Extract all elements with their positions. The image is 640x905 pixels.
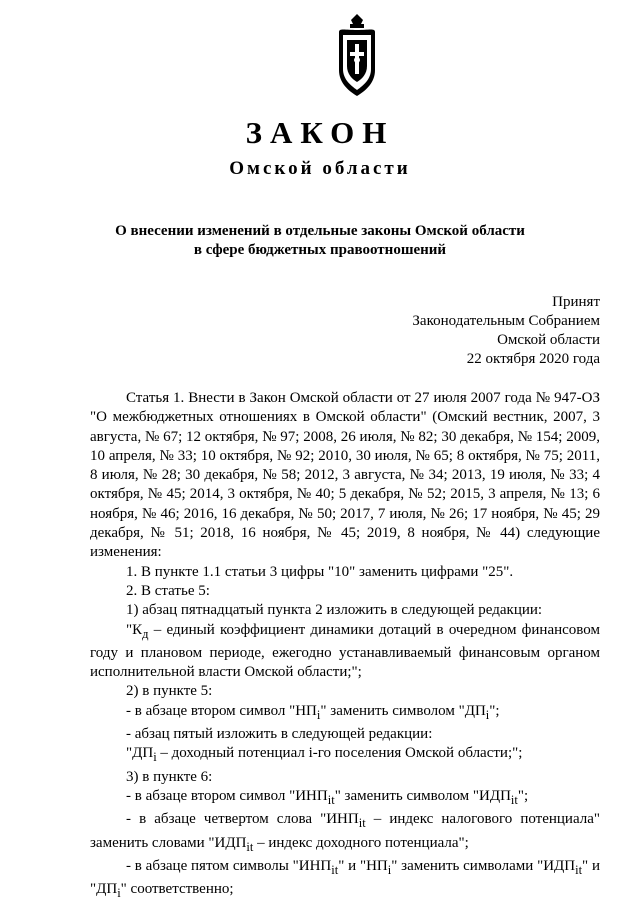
item-1: 1. В пункте 1.1 статьи 3 цифры "10" заменить цифрами "25". — [126, 563, 514, 580]
text: – индекс налогового потенциала" заменить словами "ИДП — [90, 811, 601, 851]
text: "ДП — [126, 745, 154, 762]
item-2-3-c — [90, 857, 600, 904]
adoption-date: 22 октября 2020 года — [466, 351, 600, 367]
document-subtitle: Омской области — [229, 158, 411, 179]
subscript: д — [142, 626, 149, 641]
text: " и "ДП — [90, 857, 600, 898]
item-2-1: 1) абзац пятнадцатый пункта 2 изложить в следующей редакции: — [126, 602, 543, 619]
subscript: i — [387, 862, 392, 877]
subscript: it — [327, 792, 335, 807]
subscript: i — [485, 707, 490, 722]
text: - в абзаце втором символ "ИНП — [126, 787, 328, 804]
quote-text: "К — [126, 621, 143, 638]
item-2-1-quote — [90, 621, 600, 683]
subscript: it — [246, 839, 254, 854]
law-heading-line-1: О внесении изменений в отдельные законы Омской области — [115, 223, 525, 239]
subscript: i — [117, 886, 121, 901]
adoption-line-1: Принят — [552, 294, 600, 310]
law-heading-line-2: в сфере бюджетных правоотношений — [193, 242, 447, 258]
subscript: i — [316, 707, 321, 722]
law-heading — [0, 222, 640, 260]
item-2-2-b-quote — [90, 744, 600, 767]
adoption-block — [412, 293, 600, 369]
text: " соответственно; — [120, 881, 234, 898]
text: - в абзаце втором символ "НП — [126, 702, 317, 719]
subscript: i — [153, 750, 157, 765]
text: " заменить символом "ИДП — [334, 787, 511, 804]
adoption-line-3: Омской области — [497, 332, 600, 348]
item-2: 2. В статье 5: — [126, 582, 210, 599]
item-2-3: 3) в пункте 6: — [126, 768, 213, 785]
item-2-2-b: - абзац пятый изложить в следующей редакции: — [126, 726, 433, 743]
text: - в абзаце пятом символы "ИНП — [126, 857, 332, 874]
text: " и "НП — [338, 857, 388, 874]
item-2-2-a — [90, 702, 600, 725]
coat-of-arms-emblem — [333, 12, 381, 98]
item-2-2: 2) в пункте 5: — [126, 683, 213, 700]
subscript: it — [510, 792, 518, 807]
text: – индекс доходного потенциала"; — [253, 834, 469, 851]
text: – доходный потенциал i-го поселения Омской области;"; — [156, 745, 523, 762]
article-1-paragraph: Статья 1. Внести в Закон Омской области от 27 июля 2007 года № 947-ОЗ "О межбюджетных отношениях в Омской области" (Омский вестник, 2007, 3 августа, № 67; 12 октября, № 97; 2008, 26 июля, № 82; 30 декабря, № 154; 2009, 10 апреля, № 33; 10 октября, № 92; 2010, 30 июля, № 65; 8 октября, № 75; 2011, 8 июля, № 28; 30 декабря, № 58; 2012, 3 августа, № 34; 2013, 19 июля, № 33; 4 октября, № 45; 2014, 3 октября, № 40; 5 декабря, № 52; 2015, 3 апреля, № 13; 6 ноября, № 46; 2016, 16 декабря, № 50; 2017, 7 июля, № 26; 17 ноября, № 45; 29 декабря, № 51; 2018, 16 ноября, № 45; 2019, 8 ноября, № 44) следующие изменения: — [90, 390, 600, 561]
subscript: it — [331, 862, 339, 877]
adoption-line-2: Законодательным Собранием — [412, 313, 600, 329]
text: "; — [489, 702, 500, 719]
subscript: it — [575, 862, 583, 877]
text: - в абзаце четвертом слова "ИНП — [126, 811, 359, 828]
document-title: ЗАКОН — [245, 115, 395, 150]
document-body — [90, 389, 600, 903]
text: " заменить символами "ИДП — [391, 857, 576, 874]
item-2-3-a — [90, 787, 600, 810]
text: " заменить символом "ДП — [320, 702, 486, 719]
item-2-3-b — [90, 810, 600, 857]
text: "; — [517, 787, 529, 804]
subscript: it — [358, 816, 366, 831]
quote-text: – единый коэффициент динамики дотаций в очередном финансовом году и плановом периоде, ежегодно устанавливаемый финансовым органом исполнительной власти Омской области;"; — [90, 621, 600, 681]
